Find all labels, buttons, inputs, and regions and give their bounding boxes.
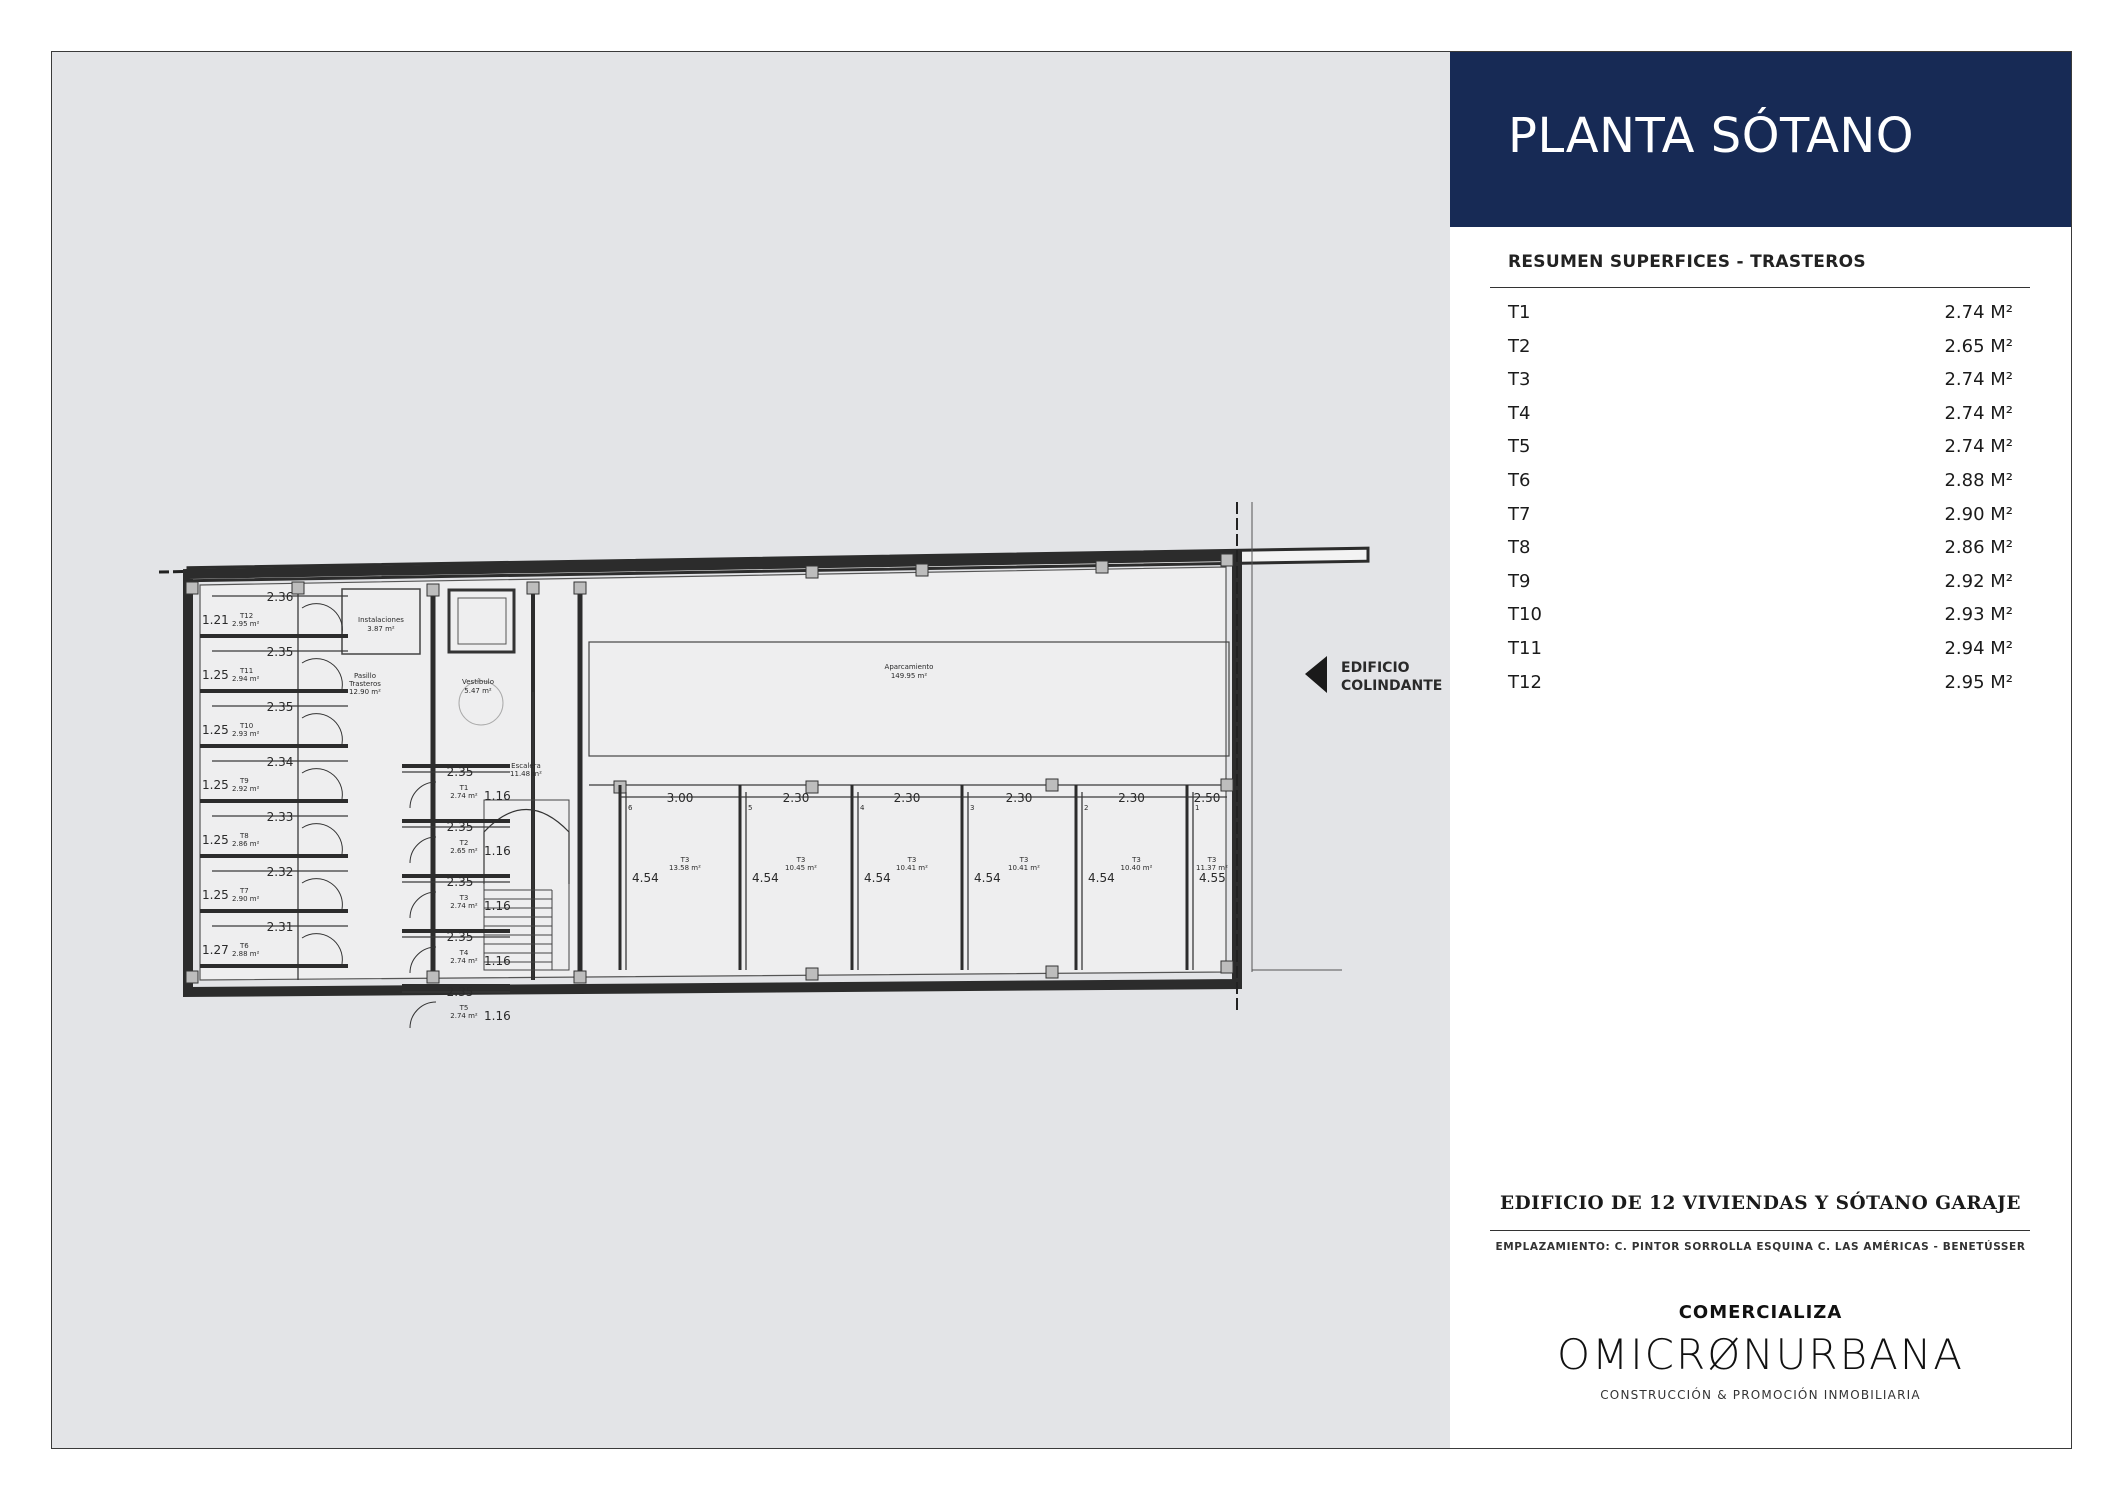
storage-unit-area: 2.95 m² <box>232 620 260 628</box>
parking-depth-label: 4.54 <box>632 871 659 885</box>
location-line: EMPLAZAMIENTO: C. PINTOR SORROLLA ESQUINA C. LAS AMÉRICAS - BENETÚSSER <box>1495 1241 2026 1253</box>
storage-depth-label: 1.27 <box>202 943 229 957</box>
column-marker <box>1096 561 1108 573</box>
parking-width-label: 2.30 <box>1005 791 1033 805</box>
parking-depth-label: 4.54 <box>752 871 779 885</box>
project-divider <box>1490 1230 2030 1231</box>
parking-number: 3 <box>970 804 975 812</box>
column-marker <box>527 582 539 594</box>
storage-depth-label: 1.16 <box>484 1009 511 1023</box>
parking-depth-label: 4.54 <box>1088 871 1115 885</box>
parking-space-id: T3 <box>796 856 806 864</box>
storage-unit-area: 2.93 m² <box>232 730 260 738</box>
parking-depth-label: 4.55 <box>1199 871 1226 885</box>
parking-space-area: 10.40 m² <box>1120 864 1153 872</box>
storage-unit-label: T1 <box>1508 302 1531 323</box>
adjacent-building-label-2: COLINDANTE <box>1341 678 1443 694</box>
parking-number: 1 <box>1195 804 1200 812</box>
storage-unit-area: 2.65 m² <box>450 847 478 855</box>
storage-unit-id: T3 <box>459 894 469 902</box>
storage-unit-id: T6 <box>240 942 249 950</box>
storage-width-label: 2.35 <box>266 700 294 714</box>
storage-unit-area: 2.94 m² <box>232 675 260 683</box>
storage-area-row <box>1508 533 2013 567</box>
storage-area-row <box>1508 567 2013 601</box>
summary-heading: RESUMEN SUPERFICES - TRASTEROS <box>1508 252 1866 272</box>
parking-space-id: T3 <box>907 856 917 864</box>
aparcamiento-area: 149.95 m² <box>890 672 928 680</box>
storage-unit-label: T5 <box>1508 436 1531 458</box>
storage-width-label: 2.36 <box>266 590 294 604</box>
column-marker <box>1046 779 1058 791</box>
storage-unit-area: 2.74 M² <box>1944 369 2013 391</box>
storage-area-row <box>1508 332 2013 366</box>
parking-space-id: T3 <box>680 856 690 864</box>
storage-depth-label: 1.16 <box>484 789 511 803</box>
storage-unit-area: 2.92 m² <box>232 785 260 793</box>
parking-space-id: T3 <box>1132 856 1141 864</box>
storage-unit-label: T2 <box>1508 335 1531 357</box>
storage-unit-area: 2.88 M² <box>1944 469 2013 491</box>
parking-width-label: 2.50 <box>1193 791 1221 805</box>
adjacent-building-arrow-icon <box>1305 656 1327 693</box>
column-marker <box>186 971 198 983</box>
storage-unit-id: T4 <box>459 949 469 957</box>
storage-unit-area: 2.74 m² <box>450 957 478 965</box>
storage-area-row <box>1508 466 2013 500</box>
parking-depth-label: 4.54 <box>864 871 891 885</box>
column-marker <box>1221 961 1233 973</box>
storage-width-label: 2.35 <box>446 985 474 999</box>
escalera-label: Escalera <box>511 762 541 770</box>
storage-unit-area: 2.86 M² <box>1944 537 2013 559</box>
storage-unit-id: T2 <box>459 839 469 847</box>
parking-number: 6 <box>628 804 633 812</box>
storage-depth-label: 1.25 <box>202 668 229 682</box>
storage-unit-area: 2.74 M² <box>1944 436 2013 458</box>
parking-number: 5 <box>748 804 753 812</box>
storage-unit-id: T12 <box>240 612 254 620</box>
storage-area-row <box>1508 432 2013 466</box>
storage-unit-id: T9 <box>240 777 249 785</box>
storage-area-row <box>1508 600 2013 634</box>
storage-unit-area: 2.74 m² <box>450 1012 478 1020</box>
parking-width-label: 2.30 <box>893 791 921 805</box>
storage-unit-id: T1 <box>459 784 469 792</box>
parking-space-area: 10.45 m² <box>785 864 817 872</box>
project-title: EDIFICIO DE 12 VIVIENDAS Y SÓTANO GARAJE <box>1500 1193 2021 1214</box>
title-block <box>1450 52 2071 227</box>
storage-width-label: 2.35 <box>446 875 474 889</box>
storage-unit-area: 2.86 m² <box>232 840 260 848</box>
parking-width-label: 2.30 <box>1118 791 1145 805</box>
storage-depth-label: 1.25 <box>202 778 229 792</box>
storage-unit-id: T10 <box>240 722 254 730</box>
storage-area-row <box>1508 500 2013 534</box>
storage-depth-label: 1.25 <box>202 888 229 902</box>
storage-width-label: 2.32 <box>266 865 294 879</box>
storage-unit-area: 2.65 M² <box>1944 335 2013 357</box>
storage-unit-label: T11 <box>1508 637 1542 659</box>
storage-width-label: 2.34 <box>266 755 294 769</box>
column-marker <box>574 582 586 594</box>
storage-area-row <box>1508 668 2013 702</box>
storage-depth-label: 1.16 <box>484 954 511 968</box>
parking-width-label: 2.30 <box>782 791 810 805</box>
column-marker <box>427 584 439 596</box>
column-marker <box>292 582 304 594</box>
storage-area-row <box>1508 634 2013 668</box>
column-marker <box>186 582 198 594</box>
storage-area-row <box>1508 399 2013 433</box>
pasillo-label-2: Trasteros <box>349 680 381 688</box>
instalaciones-label: Instalaciones <box>358 616 404 624</box>
storage-unit-label: T10 <box>1508 604 1542 626</box>
storage-depth-label: 1.21 <box>202 613 229 627</box>
storage-unit-id: T8 <box>240 832 249 840</box>
column-marker <box>1046 966 1058 978</box>
parking-number: 4 <box>860 804 865 812</box>
storage-unit-id: T5 <box>459 1004 469 1012</box>
column-marker <box>806 566 818 578</box>
storage-unit-label: T7 <box>1508 503 1531 525</box>
storage-depth-label: 1.25 <box>202 833 229 847</box>
floor-plan-drawing <box>52 52 1450 1448</box>
storage-unit-area: 2.95 M² <box>1944 671 2013 693</box>
storage-width-label: 2.35 <box>446 930 474 944</box>
storage-unit-label: T4 <box>1508 402 1531 424</box>
storage-unit-area: 2.92 M² <box>1944 570 2013 592</box>
storage-unit-label: T9 <box>1508 570 1531 592</box>
storage-unit-area: 2.88 m² <box>232 950 260 958</box>
storage-unit-area: 2.93 M² <box>1944 604 2013 626</box>
adjacent-building-label-1: EDIFICIO <box>1341 660 1410 676</box>
storage-unit-label: T6 <box>1508 469 1531 491</box>
storage-width-label: 2.35 <box>266 645 294 659</box>
storage-unit-label: T12 <box>1508 671 1542 693</box>
storage-unit-area: 2.74 m² <box>450 902 478 910</box>
storage-unit-id: T11 <box>240 667 254 675</box>
storage-unit-id: T7 <box>240 887 249 895</box>
column-marker <box>1221 779 1233 791</box>
storage-depth-label: 1.16 <box>484 844 511 858</box>
storage-unit-area: 2.90 m² <box>232 895 260 903</box>
escalera-area: 11.48 m² <box>510 770 542 778</box>
parking-space-id: T3 <box>1019 856 1029 864</box>
column-marker <box>574 971 586 983</box>
storage-width-label: 2.33 <box>266 810 294 824</box>
column-marker <box>1221 554 1233 566</box>
parking-space-area: 13.58 m² <box>669 864 701 872</box>
storage-unit-area: 2.74 M² <box>1944 302 2013 323</box>
storage-depth-label: 1.16 <box>484 899 511 913</box>
building-inner <box>200 567 1226 980</box>
page-title: PLANTA SÓTANO <box>1508 108 1915 164</box>
door-swing <box>410 1002 436 1028</box>
storage-depth-label: 1.25 <box>202 723 229 737</box>
parking-width-label: 3.00 <box>666 791 694 805</box>
aparcamiento-label: Aparcamiento <box>884 663 934 671</box>
storage-area-row <box>1508 298 2013 332</box>
storage-unit-label: T3 <box>1508 369 1531 391</box>
floor-plan-area <box>52 52 1450 1448</box>
storage-area-row <box>1508 365 2013 399</box>
storage-unit-area: 2.74 m² <box>450 792 478 800</box>
vestibulo-area: 5.47 m² <box>464 687 492 695</box>
parking-space-area: 10.41 m² <box>896 864 928 872</box>
summary-divider <box>1490 287 2030 288</box>
storage-area-list <box>1508 298 2013 701</box>
parking-number: 2 <box>1084 804 1089 812</box>
parking-depth-label: 4.54 <box>974 871 1001 885</box>
column-marker <box>427 971 439 983</box>
storage-width-label: 2.35 <box>446 820 474 834</box>
parking-space-id: T3 <box>1207 856 1217 864</box>
commercial-label: COMERCIALIZA <box>1678 1302 1843 1323</box>
vestibulo-label: Vestíbulo <box>462 678 494 686</box>
parking-space-area: 10.41 m² <box>1008 864 1040 872</box>
plan-sheet <box>51 51 2072 1449</box>
info-panel <box>1450 52 2071 1448</box>
storage-width-label: 2.35 <box>446 765 474 779</box>
brand-tagline: CONSTRUCCIÓN & PROMOCIÓN INMOBILIARIA <box>1600 1388 1921 1402</box>
storage-unit-label: T8 <box>1508 537 1531 559</box>
storage-unit-area: 2.90 M² <box>1944 503 2013 525</box>
storage-unit-area: 2.74 M² <box>1944 402 2013 424</box>
brand-logo: OMICRØNURBANA <box>1557 1330 1964 1379</box>
pasillo-area: 12.90 m² <box>349 688 381 696</box>
storage-unit-area: 2.94 M² <box>1944 637 2013 659</box>
pasillo-label: Pasillo <box>354 672 376 680</box>
storage-width-label: 2.31 <box>266 920 294 934</box>
parking-space-area: 11.37 m² <box>1196 864 1228 872</box>
column-marker <box>806 968 818 980</box>
column-marker <box>916 564 928 576</box>
instalaciones-area: 3.87 m² <box>367 625 395 633</box>
